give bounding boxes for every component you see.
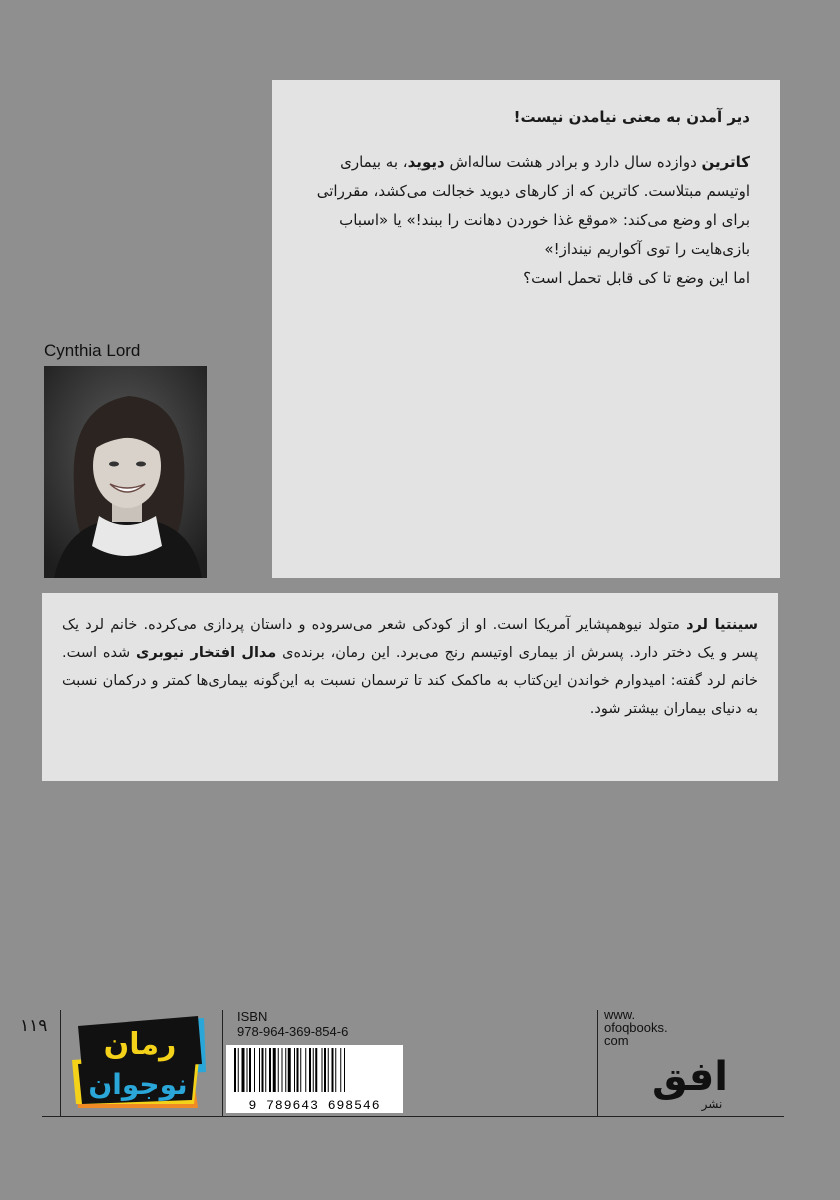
website-line: ofoqbooks. (604, 1020, 668, 1035)
barcode-bar (315, 1048, 317, 1092)
barcode (226, 1045, 403, 1113)
website-line: www. (604, 1007, 636, 1022)
barcode-bar (234, 1048, 236, 1092)
barcode-bar (335, 1048, 336, 1092)
barcode-bar (249, 1048, 251, 1092)
bio-award: مدال افتخار نیوبری (136, 645, 277, 661)
publisher-logo-word: افق (652, 1054, 728, 1100)
bio-author-name: سینتیا لرد (686, 617, 758, 633)
barcode-bar (309, 1048, 311, 1092)
publisher-website (604, 1008, 668, 1047)
blurb-question: اما این وضع تا کی قابل تحمل است؟ (523, 269, 750, 287)
blurb-text-2: ، به بیماری اوتیسم مبتلاست. کاترین که از کارهای دیوید خجالت می‌کشد، مقرراتی برای او وضع می‌کند: «موقع غذا خوردن دهانت را ببند!» یا «اسباب بازی‌هایت را توی آکواریم نینداز!» (316, 153, 750, 258)
barcode-bar (332, 1048, 334, 1092)
barcode-bar (328, 1048, 329, 1092)
barcode-bar (238, 1048, 239, 1092)
barcode-digits: 9 789643 698546 (248, 1098, 381, 1113)
blurb-bold-david: دیوید (407, 153, 445, 171)
series-logo-icon (68, 1012, 208, 1112)
barcode-bar (247, 1048, 248, 1092)
footer-divider (597, 1010, 598, 1116)
barcode-bar (297, 1048, 299, 1092)
barcode-bar (313, 1048, 314, 1092)
bio-text-1: متولد نیوهمپشایر آمریکا است. او از کودکی شعر می‌سروده و داستان پردازی می‌کرده. خانم لرد یک پسر و یک دختر دارد. پسرش از بیماری اوتیسم رنج می‌برد. این رمان، برنده‌ی (62, 617, 758, 661)
isbn-label: ISBN (237, 1009, 268, 1024)
isbn-number: 978-964-369-854-6 (237, 1024, 349, 1039)
author-bio-box (42, 593, 778, 781)
blurb-bold-katherine: کاترین (701, 153, 750, 171)
author-portrait-image (44, 366, 207, 578)
barcode-bar (294, 1048, 295, 1092)
publisher-logo-small: نشر (701, 1097, 723, 1111)
series-logo-word-2: نوجوان (88, 1068, 188, 1101)
footer-divider (60, 1010, 61, 1116)
author-photo (44, 366, 207, 578)
barcode-bars-icon (231, 1048, 398, 1092)
website-line: com (604, 1033, 629, 1048)
barcode-bar (344, 1048, 345, 1092)
barcode-bar (305, 1048, 306, 1092)
barcode-bar (254, 1048, 255, 1092)
blurb-text-1: دوازده سال دارد و برادر هشت ساله‌اش (444, 153, 702, 171)
blurb-paragraph (302, 148, 750, 264)
publisher-logo-icon (652, 1040, 728, 1112)
barcode-bar (262, 1048, 264, 1092)
bio-text-2: شده است. خانم لرد گفته: امیدوارم خواندن این‌کتاب به ماکمک کند تا ترسمان نسبت به این‌گونه بیماری‌ها کمتر و درکمان نسبت به دنیای بیماران بیشتر شود. (62, 645, 758, 717)
author-bio-text (62, 611, 758, 723)
barcode-bar (340, 1048, 341, 1092)
barcode-bar (282, 1048, 283, 1092)
page-number: ۱۱۹ (20, 1016, 48, 1036)
series-logo-word-1: رمان (103, 1027, 177, 1062)
barcode-bar (324, 1048, 326, 1092)
barcode-bar (285, 1048, 286, 1092)
barcode-bar (242, 1048, 245, 1092)
author-name-caption: Cynthia Lord (44, 341, 141, 360)
barcode-bar (259, 1048, 260, 1092)
barcode-bar (278, 1048, 279, 1092)
blurb-box (272, 80, 780, 578)
barcode-bar (269, 1048, 271, 1092)
blurb-headline: دیر آمدن به معنی نیامدن نیست! (513, 108, 750, 126)
barcode-bar (273, 1048, 276, 1092)
barcode-bar (265, 1048, 266, 1092)
barcode-bar (288, 1048, 291, 1092)
barcode-bar (300, 1048, 301, 1092)
footer-baseline (42, 1116, 784, 1117)
footer-divider (222, 1010, 223, 1116)
barcode-bar (322, 1048, 323, 1092)
